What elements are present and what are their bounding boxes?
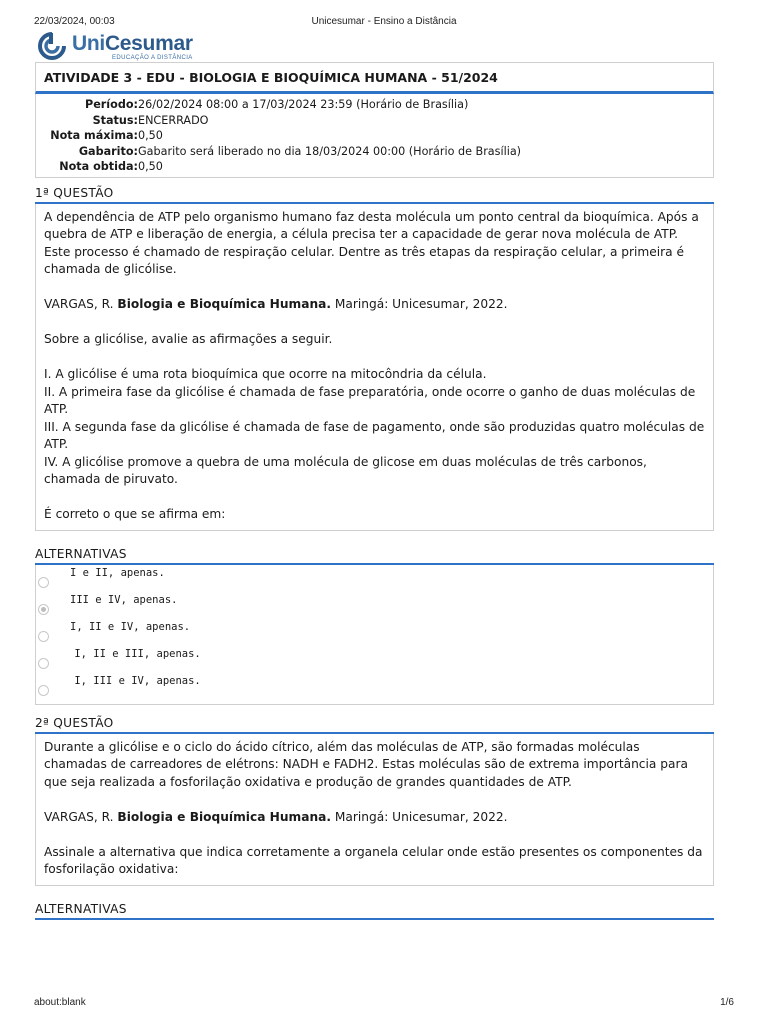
question-1-heading: 1ª QUESTÃO [35, 186, 714, 204]
print-page-title: Unicesumar - Ensino a Distância [311, 16, 457, 27]
main-content [35, 62, 714, 920]
alternative-label: I, III e IV, apenas. [68, 674, 201, 687]
question-1-body [35, 204, 714, 531]
alternative-label: I, II e III, apenas. [68, 647, 201, 660]
radio-button[interactable] [38, 577, 49, 588]
question-2-alternatives-heading: ALTERNATIVAS [35, 902, 714, 920]
info-label: Nota máxima: [50, 129, 138, 142]
alternative-label: I e II, apenas. [70, 566, 165, 579]
alternative-c[interactable] [36, 619, 713, 646]
radio-button[interactable] [38, 631, 49, 642]
statement-2: II. A primeira fase da glicólise é chamada de fase preparatória, onde ocorre o ganho de duas moléculas de ATP. [44, 384, 696, 416]
info-value: Gabarito será liberado no dia 18/03/2024 00:00 (Horário de Brasília) [138, 144, 522, 158]
question-2-intro: Durante a glicólise e o ciclo do ácido cítrico, além das moléculas de ATP, são formadas moléculas chamadas de carreadores de elétrons: NADH e FADH2. Estas moléculas são de extrema importância para que seja realizada a fosforilação oxidativa e produção de grandes quantidades de ATP. [44, 739, 688, 789]
radio-button[interactable] [38, 658, 49, 669]
info-row-periodo [36, 97, 713, 113]
statement-1: I. A glicólise é uma rota bioquímica que ocorre na mitocôndria da célula. [44, 367, 487, 381]
alternative-d[interactable] [36, 646, 713, 673]
question-2-body [35, 734, 714, 886]
info-label: Gabarito: [78, 144, 138, 158]
alternative-label: I, II e IV, apenas. [70, 620, 191, 633]
unicesumar-logo [36, 32, 193, 61]
info-label: Status: [92, 113, 138, 127]
question-1-prompt: Sobre a glicólise, avalie as afirmações a seguir. [44, 332, 333, 346]
statement-4: IV. A glicólise promove a quebra de uma molécula de glicose em duas moléculas de três carbonos, chamada de piruvato. [44, 454, 647, 486]
alternative-label: III e IV, apenas. [70, 593, 178, 606]
print-date: 22/03/2024, 00:03 [34, 16, 115, 27]
question-2-reference: VARGAS, R. Biologia e Bioquímica Humana. Maringá: Unicesumar, 2022. [44, 809, 508, 824]
info-value: 0,50 [138, 160, 163, 173]
question-2-heading: 2ª QUESTÃO [35, 716, 714, 734]
logo-wordmark: UniCesumar [72, 32, 193, 55]
question-1-closing: É correto o que se afirma em: [44, 507, 226, 521]
info-row-gabarito [36, 144, 713, 160]
logo-subtitle: EDUCAÇÃO A DISTÂNCIA [112, 55, 193, 61]
radio-button-selected[interactable] [38, 604, 49, 615]
statement-3: III. A segunda fase da glicólise é chamada de fase de pagamento, onde são produzidas quatro moléculas de ATP. [44, 419, 705, 451]
question-1-alternatives [35, 565, 714, 705]
print-header [34, 16, 734, 27]
info-value: 26/02/2024 08:00 a 17/03/2024 23:59 (Horário de Brasília) [138, 98, 469, 111]
info-value: ENCERRADO [138, 113, 209, 127]
alternative-a[interactable] [36, 565, 713, 592]
print-footer [34, 997, 734, 1008]
info-row-nota-obtida [36, 159, 713, 175]
info-row-status [36, 113, 713, 129]
info-label: Nota obtida: [59, 160, 138, 173]
print-url: about:blank [34, 997, 86, 1008]
alternative-b[interactable] [36, 592, 713, 619]
activity-title: ATIVIDADE 3 - EDU - BIOLOGIA E BIOQUÍMICA HUMANA - 51/2024 [35, 62, 714, 94]
alternative-e[interactable] [36, 673, 713, 700]
info-row-nota-maxima [36, 128, 713, 144]
info-value: 0,50 [138, 129, 163, 142]
question-1-alternatives-heading: ALTERNATIVAS [35, 547, 714, 565]
question-1-intro: A dependência de ATP pelo organismo humano faz desta molécula um ponto central da bioquímica. Após a quebra de ATP e liberação de energia, a célula precisa ter a capacidade de gerar nova molécula de ATP. Este processo é chamado de respiração celular. Dentre as três etapas da respiração celular, a primeira é chamada de glicólise. [44, 209, 699, 276]
activity-info [35, 94, 714, 178]
radio-button[interactable] [38, 685, 49, 696]
print-page-number: 1/6 [720, 997, 734, 1008]
question-2-prompt: Assinale a alternativa que indica corretamente a organela celular onde estão presentes os componentes da fosforilação oxidativa: [44, 844, 703, 876]
logo-emblem-icon [36, 32, 68, 60]
question-1-reference: VARGAS, R. Biologia e Bioquímica Humana. Maringá: Unicesumar, 2022. [44, 297, 508, 311]
info-label: Período: [85, 98, 138, 111]
